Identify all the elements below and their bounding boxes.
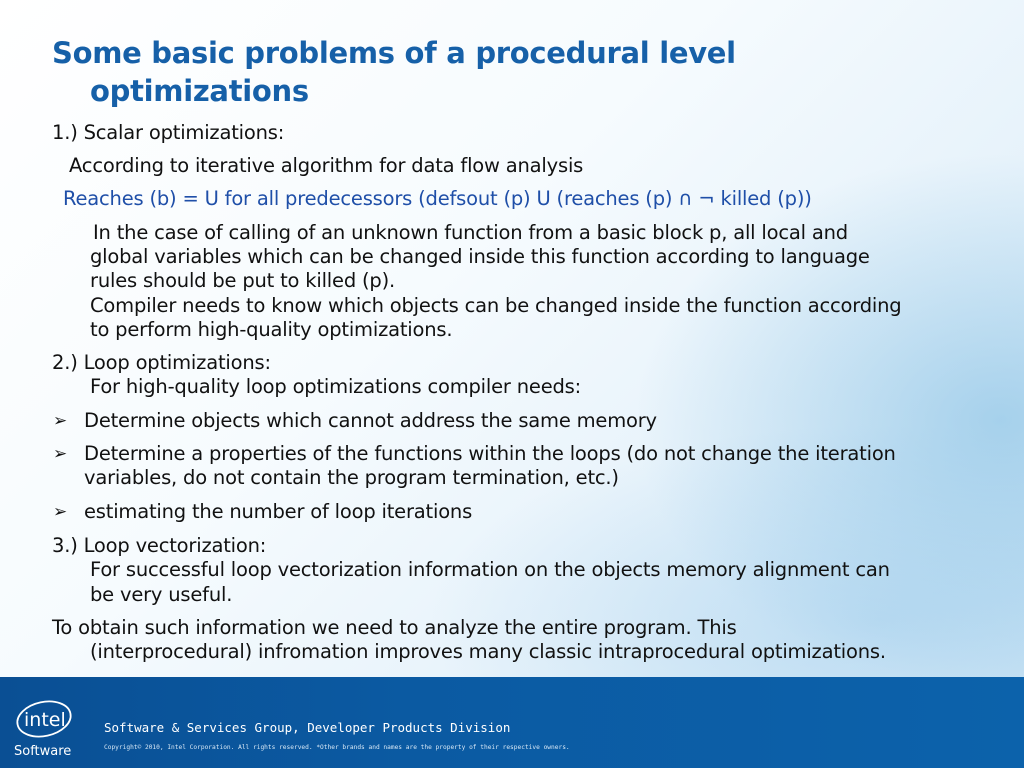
paragraph-line: For successful loop vectorization information on the objects memory alignment can — [90, 558, 890, 581]
bullet-item: Determine a properties of the functions within the loops (do not change the iteration — [84, 442, 896, 465]
paragraph-line: global variables which can be changed inside this function according to language — [90, 245, 870, 268]
conclusion-line: To obtain such information we need to analyze the entire program. This — [52, 616, 737, 639]
conclusion-line: (interprocedural) infromation improves many classic intraprocedural optimizations. — [90, 640, 886, 663]
paragraph-line: to perform high-quality optimizations. — [90, 318, 453, 341]
paragraph-line: In the case of calling of an unknown function from a basic block p, all local and — [93, 221, 848, 244]
slide-title-line-2: optimizations — [90, 74, 309, 108]
section-1-heading: 1.) Scalar optimizations: — [52, 121, 285, 144]
slide-title-line-1: Some basic problems of a procedural level — [52, 36, 736, 70]
bullet-arrow-icon: ➢ — [53, 444, 68, 463]
paragraph-line: be very useful. — [90, 583, 233, 606]
intel-software-logo — [13, 695, 79, 761]
paragraph-line: Compiler needs to know which objects can be changed inside the function according — [90, 294, 902, 317]
section-2-intro: For high-quality loop optimizations compiler needs: — [90, 375, 581, 398]
paragraph-line: rules should be put to killed (p). — [90, 269, 395, 292]
bullet-item-continued: variables, do not contain the program termination, etc.) — [84, 466, 619, 489]
bullet-item: Determine objects which cannot address the same memory — [84, 409, 657, 432]
section-1-intro: According to iterative algorithm for data flow analysis — [69, 154, 584, 177]
logo-subtext: Software — [14, 744, 72, 759]
reaches-formula: Reaches (b) = U for all predecessors (defsout (p) U (reaches (p) ∩ ¬ killed (p)) — [63, 187, 812, 210]
logo-text: intel — [24, 709, 66, 731]
bullet-item: estimating the number of loop iterations — [84, 500, 473, 523]
bullet-arrow-icon: ➢ — [53, 502, 68, 521]
bullet-arrow-icon: ➢ — [53, 411, 68, 430]
footer-copyright: Copyright© 2010, Intel Corporation. All rights reserved. *Other brands and names are the property of their respective owners. — [104, 744, 570, 751]
footer-division: Software & Services Group, Developer Products Division — [104, 720, 511, 735]
section-2-heading: 2.) Loop optimizations: — [52, 351, 271, 374]
slide-title — [52, 34, 952, 110]
section-3-heading: 3.) Loop vectorization: — [52, 534, 267, 557]
footer-bar — [0, 677, 1024, 768]
